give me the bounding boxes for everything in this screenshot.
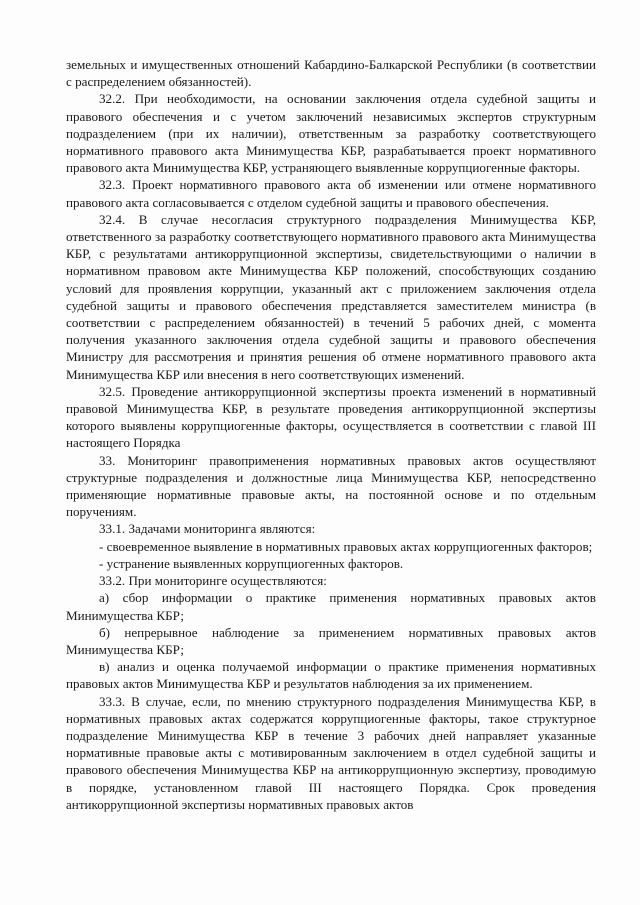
paragraph-33-1: 33.1. Задачами мониторинга являются: xyxy=(99,521,316,537)
paragraph-32-5: 32.5. Проведение антикоррупционной экспертизы проекта изменений в нормативный правовой Минимущества КБР, в результате проведения антикоррупционной экспертизы которого выявлены коррупциогенные факторы, осуществляется в соответствии с главой III настоящего Порядка xyxy=(66,383,596,451)
paragraph-33: 33. Мониторинг правоприменения нормативных правовых актов осуществляют структурные подразделения и должностные лица Минимущества КБР, непосредственно применяющие нормативные правовые акты, на постоянной основе и по отдельным поручениям. xyxy=(66,452,596,520)
list-item-timely-detection: - своевременное выявление в нормативных правовых актах коррупциогенных факторов; xyxy=(99,538,593,554)
paragraph-32-2: 32.2. При необходимости, на основании заключения отдела судебной защиты и правового обеспечения и с учетом заключений независимых экспертов структурным подразделением (при их наличии), ответственным за разработку соответствующего нормативного правового акта Минимущества КБР, разрабатывается проект нормативного правового акта Минимущества КБР, устраняющего выявленные коррупциогенные факторы. xyxy=(66,91,596,176)
list-item-elimination: - устранение выявленных коррупциогенных факторов. xyxy=(99,555,404,571)
paragraph-32-3: 32.3. Проект нормативного правового акта об изменении или отмене нормативного правового акта согласовывается с отделом судебной защиты и правового обеспечения. xyxy=(66,177,596,210)
list-item-a: а) сбор информации о практике применения нормативных правовых актов Минимущества КБР; xyxy=(66,590,596,623)
list-item-c: в) анализ и оценка получаемой информации о практике применения нормативных правовых актов Минимущества КБР и результатов наблюдения за их применением. xyxy=(66,659,596,692)
paragraph-continuation: земельных и имущественных отношений Кабардино-Балкарской Республики (в соответствии с распределением обязанностей). xyxy=(66,57,596,90)
paragraph-33-3: 33.3. В случае, если, по мнению структурного подразделения Минимущества КБР, в нормативных правовых актах содержатся коррупциогенные факторы, такое структурное подразделение Минимущества КБР в течение 3 рабочих дней направляет указанные нормативные правовые акты с мотивированным заключением в отдел судебной защиты и правового обеспечения Минимущества КБР на антикоррупционную экспертизу, проводимую в порядке, установленном главой III настоящего Порядка. Срок проведения антикоррупционной экспертизы нормативных правовых актов xyxy=(66,693,596,812)
list-item-b: б) непрерывное наблюдение за применением нормативных правовых актов Минимущества КБР; xyxy=(66,624,596,657)
paragraph-33-2: 33.2. При мониторинге осуществляются: xyxy=(99,573,327,589)
document-body xyxy=(66,56,596,813)
paragraph-32-4: 32.4. В случае несогласия структурного подразделения Минимущества КБР, ответственного за разработку соответствующего нормативного правового акта Минимущества КБР, с результатами антикоррупционной экспертизы, свидетельствующими о наличии в нормативном правовом акте Минимущества КБР положений, способствующих созданию условий для проявления коррупции, указанный акт с приложением заключения отдела судебной защиты и правового обеспечения представляется заместителем министра (в соответствии с распределением обязанностей) в течений 5 рабочих дней, с момента получения указанного заключения отдела судебной защиты и правового обеспечения Министру для рассмотрения и принятия решения об отмене нормативного правового акта Минимущества КБР или внесения в него соответствующих изменений. xyxy=(66,211,596,382)
